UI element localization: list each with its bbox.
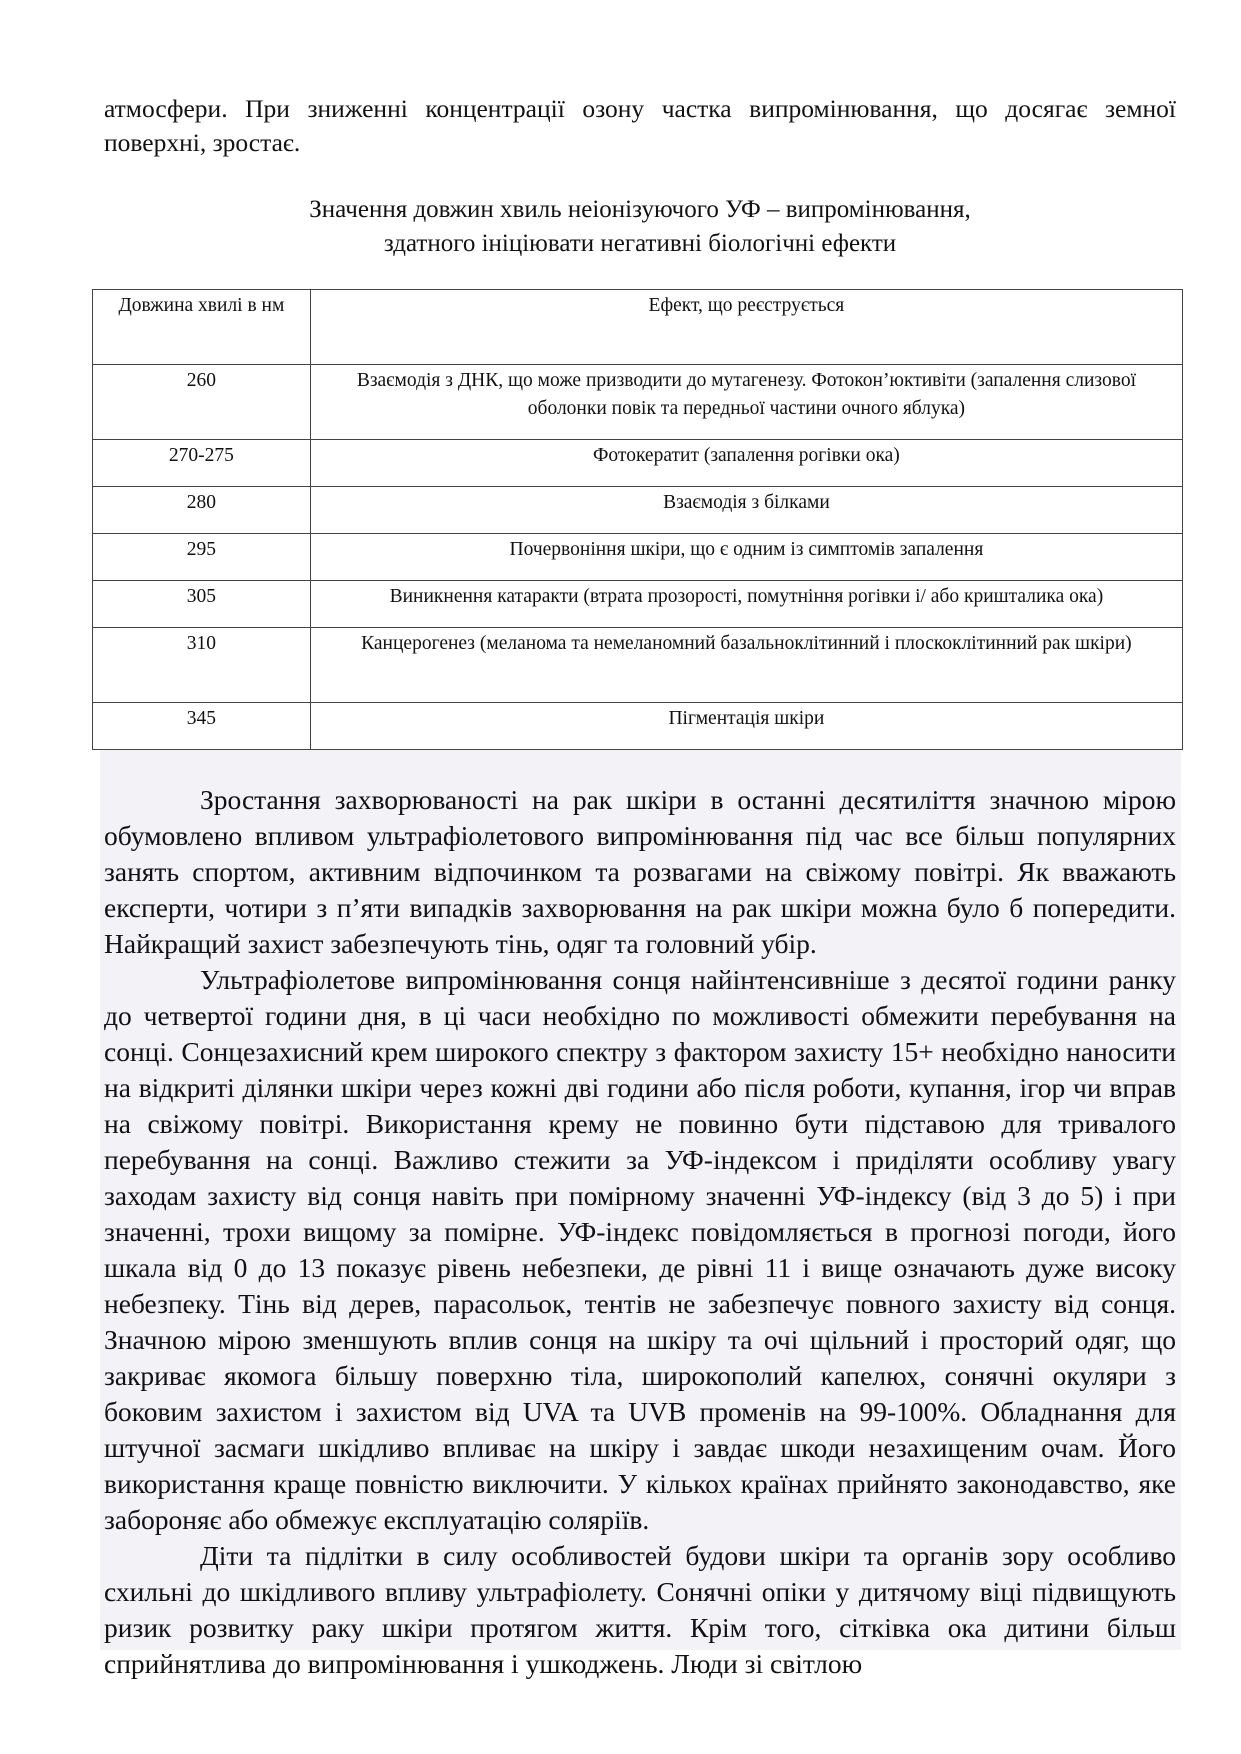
cell-effect: Почервоніння шкіри, що є одним із симптомів запалення (310, 534, 1182, 581)
table-row (93, 581, 1183, 628)
cell-wavelength: 310 (93, 628, 311, 703)
header-effect: Ефект, що реєструється (310, 290, 1182, 365)
cell-wavelength: 345 (93, 703, 311, 750)
table-title (104, 193, 1176, 261)
cell-wavelength: 280 (93, 487, 311, 534)
body-text (104, 782, 1176, 1682)
body-paragraph: Діти та підлітки в силу особливостей будови шкіри та органів зору особливо схильні до шкідливого впливу ультрафіолету. Сонячні опіки у дитячому віці підвищують ризик розвитку раку шкіри протягом життя. Крім того, сітківка ока дитини більш сприйнятлива до випромінювання і ушкоджень. Люди зі світлою (104, 1540, 1176, 1679)
body-paragraph: Ультрафіолетове випромінювання сонця найінтенсивніше з десятої години ранку до четвертої години дня, в ці часи необхідно по можливості обмежити перебування на сонці. Сонцезахисний крем широкого спектру з фактором захисту 15+ необхідно наносити на відкриті ділянки шкіри через кожні дві години або після роботи, купання, ігор чи вправ на свіжому повітрі. Використання крему не повинно бути підставою для тривалого перебування на сонці. Важливо стежити за УФ-індексом і приділяти особливу увагу заходам захисту від сонця навіть при помірному значенні УФ-індексу (від 3 до 5) і при значенні, трохи вищому за помірне. УФ-індекс повідомляється в прогнозі погоди, його шкала від 0 до 13 показує рівень небезпеки, де рівні 11 і вище означають дуже високу небезпеку. Тінь від дерев, парасольок, тентів не забезпечує повного захисту від сонця. Значною мірою зменшують вплив сонця на шкіру та очі щільний і просторий одяг, що закриває якомога більшу поверхню тіла, широкополий капелюх, сонячні окуляри з боковим захистом і захистом від UVA та UVB променів на 99-100%. Обладнання для штучної засмаги шкідливо впливає на шкіру і завдає шкоди незахищеним очам. Його використання краще повністю виключити. У кількох країнах прийнято законодавство, яке забороняє або обмежує експлуатацію соляріїв. (104, 964, 1176, 1535)
cell-wavelength: 270-275 (93, 440, 311, 487)
cell-effect: Виникнення катаракти (втрата прозорості, помутніння рогівки і/ або кришталика ока) (310, 581, 1182, 628)
uv-wavelength-table (92, 289, 1183, 750)
table-header-row (93, 290, 1183, 365)
cell-wavelength: 295 (93, 534, 311, 581)
cell-effect: Фотокератит (запалення рогівки ока) (310, 440, 1182, 487)
table-row (93, 703, 1183, 750)
table-title-line-2: здатного ініціювати негативні біологічні ефекти (383, 230, 897, 257)
cell-wavelength: 260 (93, 365, 311, 440)
intro-paragraph: атмосфери. При зниженні концентрації озону частка випромінювання, що досягає земної поверхні, зростає. (104, 94, 1176, 157)
cell-effect: Взаємодія з білками (310, 487, 1182, 534)
header-wavelength: Довжина хвилі в нм (93, 290, 311, 365)
table-title-line-1: Значення довжин хвиль неіонізуючого УФ – випромінювання, (309, 196, 971, 223)
table-row (93, 628, 1183, 703)
table-row (93, 365, 1183, 440)
cell-effect: Взаємодія з ДНК, що може призводити до мутагенезу. Фотокон’юктивіти (запалення слизової оболонки повік та передньої частини очного яблука) (310, 365, 1182, 440)
table-row (93, 440, 1183, 487)
body-paragraph: Зростання захворюваності на рак шкіри в останні десятиліття значною мірою обумовлено впливом ультрафіолетового випромінювання під час все більш популярних занять спортом, активним відпочинком та розвагами на свіжому повітрі. Як вважають експерти, чотири з п’яти випадків захворювання на рак шкіри можна було б попередити. Найкращий захист забезпечують тінь, одяг та головний убір. (104, 784, 1176, 959)
cell-effect: Пігментація шкіри (310, 703, 1182, 750)
cell-effect: Канцерогенез (меланома та немеланомний базальноклітинний і плоскоклітинний рак шкіри) (310, 628, 1182, 703)
cell-wavelength: 305 (93, 581, 311, 628)
table-row (93, 487, 1183, 534)
table-row (93, 534, 1183, 581)
